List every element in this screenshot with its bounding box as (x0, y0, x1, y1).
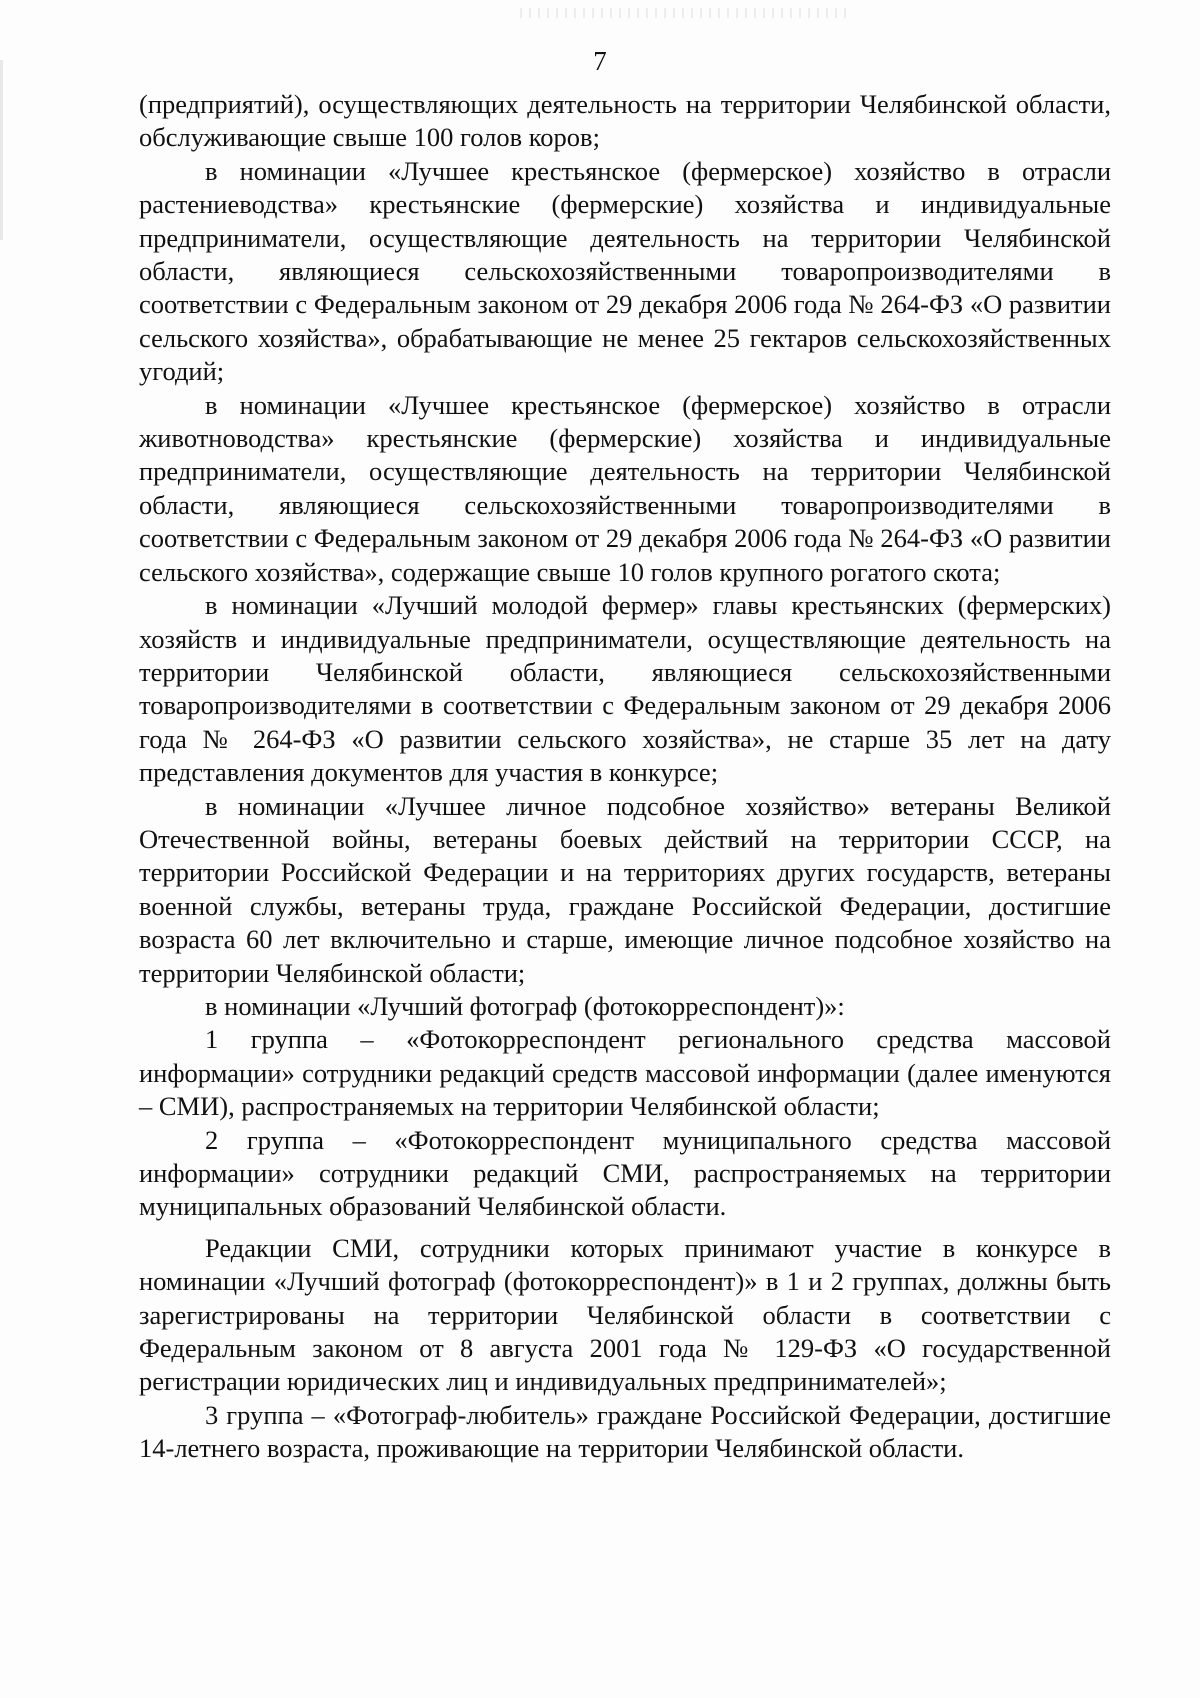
paragraph-group-3: 3 группа – «Фотограф-любитель» граждане Российской Федерации, достигшие 14-летнего возраста, проживающие на территории Челябинской области. (139, 1399, 1111, 1464)
paragraph-nomination-young-farmer: в номинации «Лучший молодой фермер» главы крестьянских (фермерских) хозяйств и индивидуальные предприниматели, осуществляющие деятельность на территории Челябинской области, являющиеся сельскохозяйственными товаропроизводителями в соответствии с Федеральным законом от 29 декабря 2006 года № 264-ФЗ «О развитии сельского хозяйства», не старше 35 лет на дату представления документов для участия в конкурсе; (139, 590, 1111, 788)
paragraph-nomination-crop: в номинации «Лучшее крестьянское (фермерское) хозяйство в отрасли растениеводства» крестьянские (фермерские) хозяйства и индивидуальные предприниматели, осуществляющие деятельность на территории Челябинской области, являющиеся сельскохозяйственными товаропроизводителями в соответствии с Федеральным законом от 29 декабря 2006 года № 264-ФЗ «О развитии сельского хозяйства», обрабатывающие не менее 25 гектаров сельскохозяйственных угодий; (139, 155, 1111, 387)
paragraph-nomination-livestock: в номинации «Лучшее крестьянское (фермерское) хозяйство в отрасли животноводства» крестьянские (фермерские) хозяйства и индивидуальные предприниматели, осуществляющие деятельность на территории Челябинской области, являющиеся сельскохозяйственными товаропроизводителями в соответствии с Федеральным законом от 29 декабря 2006 года № 264-ФЗ «О развитии сельского хозяйства», содержащие свыше 10 голов крупного рогатого скота; (139, 389, 1111, 587)
scan-artifact (520, 8, 850, 18)
paragraph-nomination-photographer: в номинации «Лучший фотограф (фотокорреспондент)»: (205, 990, 845, 1021)
scan-edge-shadow (0, 60, 3, 240)
paragraph-nomination-household: в номинации «Лучшее личное подсобное хозяйство» ветераны Великой Отечественной войны, ветераны боевых действий на территории СССР, на территории Российской Федерации и на территориях других государств, ветераны военной службы, ветераны труда, граждане Российской Федерации, достигшие возраста 60 лет включительно и старше, имеющие личное подсобное хозяйство на территории Челябинской области; (139, 790, 1111, 988)
paragraph-continuation: (предприятий), осуществляющих деятельность на территории Челябинской области, обслуживающие свыше 100 голов коров; (139, 89, 1111, 153)
paragraph-group-2: 2 группа – «Фотокорреспондент муниципального средства массовой информации» сотрудники редакций СМИ, распространяемых на территории муниципальных образований Челябинской области. (139, 1124, 1111, 1222)
document-body (139, 88, 1111, 1466)
paragraph-media-registration: Редакции СМИ, сотрудники которых принимают участие в конкурсе в номинации «Лучший фотограф (фотокорреспондент)» в 1 и 2 группах, должны быть зарегистрированы на территории Челябинской области в соответствии с Федеральным законом от 8 августа 2001 года № 129-ФЗ «О государственной регистрации юридических лиц и индивидуальных предпринимателей»; (139, 1232, 1111, 1397)
page-number: 7 (593, 46, 607, 76)
paragraph-group-1: 1 группа – «Фотокорреспондент регионального средства массовой информации» сотрудники редакций средств массовой информации (далее именуются – СМИ), распространяемых на территории Челябинской области; (139, 1024, 1111, 1122)
